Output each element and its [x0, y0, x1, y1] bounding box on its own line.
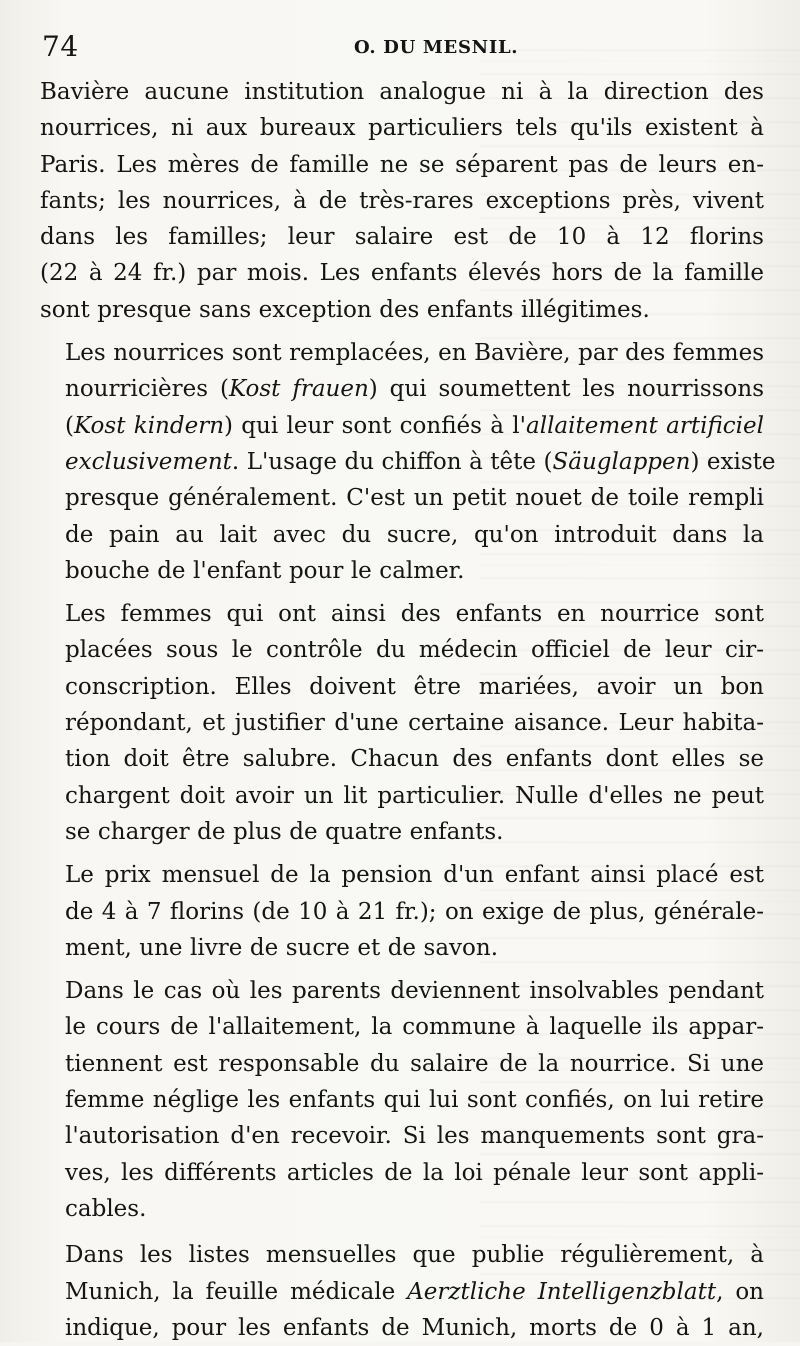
italic-phrase: exclusivement [65, 448, 232, 475]
paragraph-1 [40, 74, 764, 328]
text-line: (Kost kindern) qui leur sont confiés à l'allaitement artificiel [65, 412, 764, 439]
text-line: de pain au lait avec du sucre, qu'on introduit dans la [65, 521, 764, 548]
text-line: ment, une livre de sucre et de savon. [65, 934, 499, 961]
paragraph-3 [40, 596, 764, 850]
paragraph-2 [40, 335, 776, 589]
body-text [40, 74, 776, 1341]
italic-term: Kost frauen [228, 376, 369, 403]
text-line: cables. [65, 1195, 147, 1222]
text-line: conscription. Elles doivent être mariées, avoir un bon [65, 673, 764, 700]
text-line: Les nourrices sont remplacées, en Bavière, par des femmes [65, 340, 764, 367]
text-line: indique, pour les enfants de Munich, morts de 0 à 1 an, [65, 1314, 764, 1341]
paragraph-gap [40, 1227, 764, 1237]
text-line: tiennent est responsable du salaire de la nourrice. Si une [65, 1050, 764, 1077]
paragraph-6 [40, 1237, 764, 1346]
italic-term: Kost kindern [73, 412, 225, 439]
paragraph-gap [40, 589, 764, 596]
page-number: 74 [42, 30, 79, 63]
page-header [42, 30, 760, 64]
paragraph-gap [40, 966, 764, 973]
text-line: exclusivement. L'usage du chiffon à tête (Säuglappen) existe [65, 448, 776, 475]
paragraph-5 [40, 973, 764, 1227]
text-line: Paris. Les mères de famille ne se séparent pas de leurs en- [40, 151, 764, 178]
text-line: (22 à 24 fr.) par mois. Les enfants élevés hors de la famille [40, 260, 764, 287]
paragraph-gap [40, 850, 764, 857]
text-line: chargent doit avoir un lit particulier. Nulle d'elles ne peut [65, 782, 764, 809]
text-line: le cours de l'allaitement, la commune à laquelle ils appar- [65, 1014, 764, 1041]
text-line: se charger de plus de quatre enfants. [65, 818, 504, 845]
text-line: nourricières (Kost frauen) qui soumettent les nourrissons [65, 376, 764, 403]
text-line: de 4 à 7 florins (de 10 à 21 fr.); on exige de plus, générale- [65, 898, 764, 925]
text-line: nourrices, ni aux bureaux particuliers tels qu'ils existent à [40, 115, 764, 142]
text-line: sont presque sans exception des enfants illégitimes. [40, 296, 650, 323]
text-line: Munich, la feuille médicale Aerztliche Intelligenzblatt, on [65, 1278, 764, 1305]
italic-phrase: allaitement artificiel [526, 412, 764, 439]
text-line: Les femmes qui ont ainsi des enfants en nourrice sont [65, 601, 764, 628]
paragraph-gap [40, 328, 764, 335]
paragraph-4 [40, 857, 764, 966]
text-line: femme néglige les enfants qui lui sont confiés, on lui retire [65, 1087, 764, 1114]
italic-title: Aerztliche Intelligenzblatt [407, 1278, 717, 1305]
text-line: ves, les différents articles de la loi pénale leur sont appli- [65, 1159, 764, 1186]
italic-term: Säuglappen [552, 448, 691, 475]
text-line: Le prix mensuel de la pension d'un enfant ainsi placé est [65, 862, 764, 889]
text-line: répondant, et justifier d'une certaine aisance. Leur habita- [65, 710, 764, 737]
text-line: bouche de l'enfant pour le calmer. [65, 557, 465, 584]
text-line: presque généralement. C'est un petit nouet de toile rempli [65, 485, 764, 512]
text-line: Dans le cas où les parents deviennent insolvables pendant [65, 978, 764, 1005]
text-line: l'autorisation d'en recevoir. Si les manquements sont gra- [65, 1123, 764, 1150]
text-line: tion doit être salubre. Chacun des enfants dont elles se [65, 746, 764, 773]
text-line: fants; les nourrices, à de très-rares exceptions près, vivent [40, 187, 764, 214]
text-line: dans les familles; leur salaire est de 10 à 12 florins [40, 224, 764, 251]
text-line: Bavière aucune institution analogue ni à la direction des [40, 79, 764, 105]
running-head: O. DU MESNIL. [354, 37, 519, 58]
text-line: Dans les listes mensuelles que publie régulièrement, à [65, 1242, 764, 1269]
text-line: placées sous le contrôle du médecin officiel de leur cir- [65, 637, 764, 664]
